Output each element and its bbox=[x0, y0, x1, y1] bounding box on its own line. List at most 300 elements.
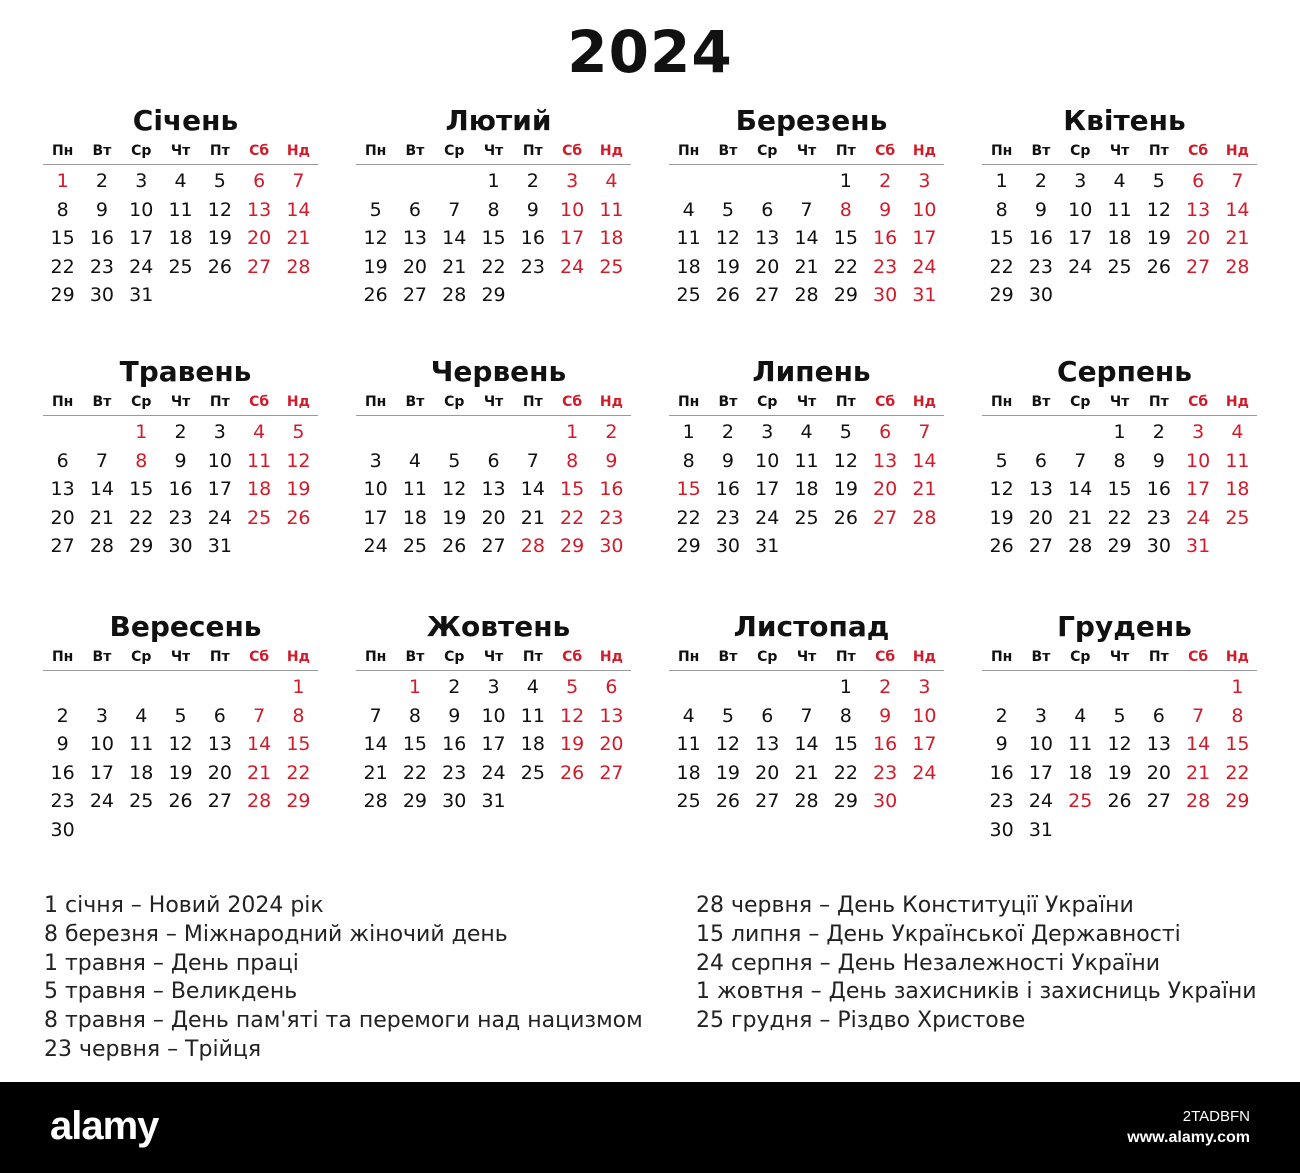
empty-cell bbox=[200, 673, 239, 702]
day-cell: 4 bbox=[408, 449, 421, 472]
day-cell: 8 bbox=[566, 449, 579, 472]
day-grid bbox=[669, 416, 944, 561]
weekday-label: Ср bbox=[131, 143, 152, 159]
day-cell: 5 bbox=[1113, 704, 1126, 727]
month-block bbox=[43, 355, 318, 561]
day-cell: 27 bbox=[1028, 535, 1054, 558]
day-cell: 7 bbox=[918, 421, 931, 443]
month-title: Травень bbox=[119, 355, 252, 388]
day-cell: 21 bbox=[89, 506, 115, 529]
day-cell: 16 bbox=[520, 227, 545, 250]
weekday-label: Вт bbox=[405, 143, 425, 159]
day-cell: 21 bbox=[286, 227, 311, 250]
day-grid bbox=[982, 416, 1257, 561]
day-cell: 23 bbox=[599, 506, 624, 529]
day-cell: 24 bbox=[1186, 506, 1211, 529]
day-cell: 2 bbox=[1034, 170, 1047, 192]
day-cell: 1 bbox=[1113, 421, 1126, 443]
weekday-label: Чт bbox=[170, 143, 191, 159]
empty-cell bbox=[474, 418, 513, 447]
day-cell: 26 bbox=[715, 284, 741, 307]
day-cell: 7 bbox=[448, 198, 461, 221]
weekday-label: Чт bbox=[796, 394, 817, 410]
day-cell: 26 bbox=[442, 535, 467, 558]
weekday-label: Чт bbox=[1109, 143, 1130, 159]
day-cell: 26 bbox=[715, 790, 741, 813]
day-cell: 2 bbox=[879, 676, 892, 698]
month-title: Серпень bbox=[1057, 355, 1192, 388]
day-cell: 30 bbox=[989, 818, 1014, 841]
empty-cell bbox=[1021, 418, 1060, 447]
day-cell: 25 bbox=[129, 790, 154, 813]
day-cell: 31 bbox=[129, 284, 154, 307]
month-block bbox=[982, 610, 1257, 845]
weekday-label: Пт bbox=[1148, 649, 1169, 665]
month-title: Вересень bbox=[109, 610, 262, 643]
weekday-label: Ср bbox=[757, 143, 778, 159]
weekday-label: Пн bbox=[677, 394, 700, 410]
day-cell: 29 bbox=[560, 535, 585, 558]
weekday-label: Ср bbox=[1070, 649, 1091, 665]
day-cell: 10 bbox=[1028, 733, 1054, 756]
weekday-label: Ср bbox=[131, 649, 152, 665]
day-cell: 11 bbox=[599, 198, 624, 221]
empty-cell bbox=[43, 673, 82, 702]
day-cell: 9 bbox=[526, 198, 539, 221]
day-cell: 23 bbox=[50, 790, 75, 813]
day-cell: 17 bbox=[89, 761, 115, 784]
empty-cell bbox=[1100, 673, 1139, 702]
day-cell: 19 bbox=[168, 761, 193, 784]
day-cell: 9 bbox=[56, 733, 69, 756]
day-cell: 8 bbox=[408, 704, 421, 727]
day-cell: 2 bbox=[605, 421, 618, 443]
month-block bbox=[669, 610, 944, 816]
day-cell: 2 bbox=[174, 421, 187, 443]
weekday-label: Сб bbox=[1188, 394, 1209, 410]
weekday-header bbox=[356, 644, 631, 671]
day-cell: 16 bbox=[89, 227, 115, 250]
empty-cell bbox=[1061, 673, 1100, 702]
day-cell: 7 bbox=[1231, 170, 1244, 192]
weekday-header bbox=[669, 138, 944, 165]
weekday-label: Сб bbox=[1188, 143, 1209, 159]
day-cell: 5 bbox=[839, 421, 852, 443]
day-cell: 10 bbox=[207, 449, 232, 472]
weekday-label: Сб bbox=[562, 649, 583, 665]
day-cell: 7 bbox=[253, 704, 266, 727]
weekday-label: Пт bbox=[209, 649, 230, 665]
day-cell: 26 bbox=[168, 790, 193, 813]
day-cell: 17 bbox=[912, 733, 937, 756]
month-title: Грудень bbox=[1057, 610, 1192, 643]
weekday-label: Пт bbox=[835, 143, 856, 159]
weekday-label: Сб bbox=[875, 143, 896, 159]
day-cell: 20 bbox=[1186, 227, 1211, 250]
day-cell: 20 bbox=[247, 227, 272, 250]
day-cell: 22 bbox=[286, 761, 311, 784]
day-cell: 13 bbox=[50, 478, 75, 501]
day-cell: 18 bbox=[168, 227, 193, 250]
weekday-label: Вт bbox=[405, 394, 425, 410]
day-cell: 9 bbox=[605, 449, 618, 472]
weekday-label: Сб bbox=[1188, 649, 1209, 665]
empty-cell bbox=[708, 167, 747, 196]
day-cell: 29 bbox=[1225, 790, 1250, 813]
weekday-label: Нд bbox=[1225, 394, 1249, 410]
weekday-label: Пн bbox=[51, 394, 74, 410]
alamy-logo: alamy bbox=[50, 1104, 159, 1148]
day-cell: 28 bbox=[794, 790, 819, 813]
day-cell: 8 bbox=[995, 198, 1008, 221]
day-cell: 27 bbox=[599, 761, 624, 784]
day-cell: 12 bbox=[1146, 198, 1171, 221]
day-cell: 14 bbox=[89, 478, 115, 501]
empty-cell bbox=[708, 673, 747, 702]
empty-cell bbox=[982, 418, 1021, 447]
weekday-header bbox=[43, 644, 318, 671]
day-grid bbox=[982, 671, 1257, 845]
day-cell: 10 bbox=[363, 478, 388, 501]
day-cell: 3 bbox=[918, 676, 931, 698]
day-cell: 9 bbox=[174, 449, 187, 472]
day-cell: 4 bbox=[682, 704, 695, 727]
day-cell: 8 bbox=[1113, 449, 1126, 472]
day-cell: 6 bbox=[1152, 704, 1165, 727]
day-cell: 29 bbox=[833, 284, 858, 307]
day-cell: 22 bbox=[676, 506, 701, 529]
weekday-label: Пт bbox=[835, 394, 856, 410]
day-cell: 14 bbox=[442, 227, 467, 250]
weekday-label: Нд bbox=[599, 394, 623, 410]
day-cell: 27 bbox=[207, 790, 232, 813]
day-cell: 11 bbox=[168, 198, 193, 221]
day-cell: 24 bbox=[363, 535, 388, 558]
day-cell: 14 bbox=[794, 733, 819, 756]
day-cell: 12 bbox=[286, 449, 311, 472]
day-cell: 14 bbox=[1225, 198, 1250, 221]
day-grid bbox=[43, 671, 318, 845]
day-cell: 17 bbox=[207, 478, 232, 501]
day-cell: 1 bbox=[839, 170, 852, 192]
day-cell: 19 bbox=[207, 227, 232, 250]
day-cell: 11 bbox=[794, 449, 819, 472]
month-title: Листопад bbox=[733, 610, 890, 643]
weekday-label: Пн bbox=[364, 649, 387, 665]
day-cell: 11 bbox=[676, 227, 701, 250]
day-cell: 7 bbox=[95, 449, 108, 472]
day-cell: 27 bbox=[755, 790, 780, 813]
day-cell: 2 bbox=[1152, 421, 1165, 443]
day-cell: 11 bbox=[1225, 449, 1250, 472]
day-cell: 26 bbox=[286, 506, 311, 529]
day-cell: 30 bbox=[599, 535, 624, 558]
weekday-label: Нд bbox=[1225, 143, 1249, 159]
day-cell: 3 bbox=[1192, 421, 1205, 443]
day-cell: 25 bbox=[676, 790, 701, 813]
day-cell: 13 bbox=[207, 733, 232, 756]
day-cell: 5 bbox=[213, 170, 226, 192]
day-cell: 9 bbox=[879, 704, 892, 727]
weekday-label: Нд bbox=[912, 143, 936, 159]
day-grid bbox=[982, 165, 1257, 310]
empty-cell bbox=[669, 167, 708, 196]
day-cell: 28 bbox=[1068, 535, 1093, 558]
day-grid bbox=[669, 671, 944, 816]
day-cell: 4 bbox=[1231, 421, 1244, 443]
day-cell: 14 bbox=[1068, 478, 1093, 501]
day-cell: 1 bbox=[292, 676, 305, 698]
day-cell: 31 bbox=[1186, 535, 1211, 558]
day-cell: 6 bbox=[213, 704, 226, 727]
day-cell: 15 bbox=[1107, 478, 1132, 501]
day-cell: 31 bbox=[912, 284, 937, 307]
weekday-header bbox=[669, 644, 944, 671]
weekday-label: Пн bbox=[51, 143, 74, 159]
day-cell: 4 bbox=[174, 170, 187, 192]
weekday-label: Пн bbox=[990, 649, 1013, 665]
weekday-label: Пт bbox=[209, 394, 230, 410]
weekday-label: Чт bbox=[1109, 394, 1130, 410]
day-cell: 26 bbox=[833, 506, 858, 529]
day-cell: 12 bbox=[1107, 733, 1132, 756]
weekday-label: Нд bbox=[599, 143, 623, 159]
day-cell: 10 bbox=[89, 733, 115, 756]
day-cell: 19 bbox=[989, 506, 1014, 529]
weekday-label: Вт bbox=[1031, 649, 1051, 665]
day-cell: 12 bbox=[989, 478, 1014, 501]
day-cell: 29 bbox=[833, 790, 858, 813]
weekday-label: Пн bbox=[677, 143, 700, 159]
day-cell: 8 bbox=[682, 449, 695, 472]
weekday-label: Вт bbox=[405, 649, 425, 665]
empty-cell bbox=[395, 418, 434, 447]
day-cell: 17 bbox=[755, 478, 780, 501]
day-cell: 21 bbox=[1186, 761, 1211, 784]
day-cell: 12 bbox=[560, 704, 585, 727]
day-cell: 21 bbox=[794, 761, 819, 784]
day-cell: 23 bbox=[873, 761, 898, 784]
day-cell: 5 bbox=[448, 449, 461, 472]
day-cell: 2 bbox=[526, 170, 539, 192]
day-cell: 19 bbox=[560, 733, 585, 756]
day-cell: 25 bbox=[1107, 255, 1132, 278]
day-cell: 15 bbox=[129, 478, 154, 501]
day-cell: 15 bbox=[1225, 733, 1250, 756]
day-cell: 1 bbox=[408, 676, 421, 698]
empty-cell bbox=[356, 673, 395, 702]
empty-cell bbox=[43, 418, 82, 447]
day-grid bbox=[669, 165, 944, 310]
weekday-header bbox=[982, 138, 1257, 165]
day-cell: 13 bbox=[1146, 733, 1171, 756]
empty-cell bbox=[435, 418, 474, 447]
holidays-list-left bbox=[44, 892, 643, 1065]
day-cell: 23 bbox=[520, 255, 545, 278]
day-cell: 19 bbox=[286, 478, 311, 501]
footer-bar bbox=[0, 1082, 1300, 1173]
day-cell: 22 bbox=[129, 506, 154, 529]
day-cell: 2 bbox=[95, 170, 108, 192]
day-cell: 29 bbox=[676, 535, 701, 558]
day-cell: 25 bbox=[676, 284, 701, 307]
day-cell: 30 bbox=[1146, 535, 1171, 558]
holiday-item: 15 липня – День Української Державності bbox=[696, 921, 1181, 947]
day-cell: 24 bbox=[481, 761, 506, 784]
day-cell: 3 bbox=[1074, 170, 1087, 192]
day-cell: 24 bbox=[1068, 255, 1093, 278]
day-cell: 10 bbox=[129, 198, 154, 221]
month-title: Липень bbox=[752, 355, 871, 388]
weekday-label: Вт bbox=[718, 394, 738, 410]
weekday-label: Пн bbox=[990, 394, 1013, 410]
day-cell: 29 bbox=[286, 790, 311, 813]
day-cell: 17 bbox=[1068, 227, 1093, 250]
day-cell: 1 bbox=[1231, 676, 1244, 698]
day-cell: 16 bbox=[442, 733, 467, 756]
day-cell: 11 bbox=[1107, 198, 1132, 221]
day-cell: 22 bbox=[1225, 761, 1250, 784]
day-cell: 6 bbox=[879, 421, 892, 443]
day-cell: 22 bbox=[402, 761, 428, 784]
day-cell: 15 bbox=[989, 227, 1014, 250]
day-cell: 3 bbox=[566, 170, 579, 192]
weekday-header bbox=[43, 389, 318, 416]
image-id: 2TADBFN bbox=[1182, 1108, 1250, 1125]
day-cell: 28 bbox=[286, 255, 311, 278]
day-cell: 28 bbox=[912, 506, 937, 529]
weekday-label: Нд bbox=[1225, 649, 1249, 665]
weekday-label: Пн bbox=[364, 394, 387, 410]
day-cell: 28 bbox=[1186, 790, 1211, 813]
day-cell: 28 bbox=[794, 284, 819, 307]
empty-cell bbox=[356, 418, 395, 447]
day-cell: 16 bbox=[989, 761, 1014, 784]
year-title: 2024 bbox=[567, 18, 733, 86]
day-cell: 17 bbox=[481, 733, 506, 756]
day-cell: 21 bbox=[1225, 227, 1250, 250]
weekday-label: Нд bbox=[286, 649, 310, 665]
day-cell: 26 bbox=[207, 255, 232, 278]
day-cell: 21 bbox=[912, 478, 937, 501]
day-cell: 4 bbox=[135, 704, 148, 727]
empty-cell bbox=[239, 673, 278, 702]
day-cell: 25 bbox=[1225, 506, 1250, 529]
day-cell: 10 bbox=[1068, 198, 1093, 221]
day-cell: 20 bbox=[873, 478, 898, 501]
day-cell: 6 bbox=[605, 676, 618, 698]
weekday-label: Пт bbox=[522, 649, 543, 665]
holiday-item: 25 грудня – Різдво Христове bbox=[696, 1008, 1026, 1034]
day-cell: 20 bbox=[1028, 506, 1054, 529]
weekday-label: Сб bbox=[249, 394, 270, 410]
weekday-header bbox=[43, 138, 318, 165]
weekday-label: Чт bbox=[483, 143, 504, 159]
day-cell: 1 bbox=[135, 421, 148, 443]
day-cell: 6 bbox=[1034, 449, 1047, 472]
day-cell: 15 bbox=[676, 478, 701, 501]
weekday-label: Пт bbox=[835, 649, 856, 665]
weekday-label: Чт bbox=[483, 649, 504, 665]
day-cell: 26 bbox=[1107, 790, 1132, 813]
month-block bbox=[356, 104, 631, 310]
holiday-item: 8 травня – День пам'яті та перемоги над нацизмом bbox=[44, 1008, 643, 1034]
day-cell: 19 bbox=[833, 478, 858, 501]
day-cell: 31 bbox=[481, 790, 506, 813]
day-cell: 1 bbox=[682, 421, 695, 443]
day-cell: 23 bbox=[873, 255, 898, 278]
day-grid bbox=[356, 416, 631, 561]
day-cell: 17 bbox=[912, 227, 937, 250]
weekday-label: Пн bbox=[364, 143, 387, 159]
month-block bbox=[356, 355, 631, 561]
day-cell: 1 bbox=[839, 676, 852, 698]
day-cell: 3 bbox=[135, 170, 148, 192]
weekday-label: Ср bbox=[444, 394, 465, 410]
weekday-label: Сб bbox=[562, 143, 583, 159]
day-cell: 14 bbox=[286, 198, 311, 221]
weekday-label: Вт bbox=[92, 143, 112, 159]
weekday-label: Ср bbox=[757, 394, 778, 410]
day-cell: 30 bbox=[715, 535, 741, 558]
day-cell: 4 bbox=[800, 421, 813, 443]
weekday-label: Нд bbox=[286, 394, 310, 410]
day-cell: 30 bbox=[873, 790, 898, 813]
holiday-item: 8 березня – Міжнародний жіночий день bbox=[44, 921, 508, 947]
day-cell: 17 bbox=[1028, 761, 1054, 784]
day-cell: 30 bbox=[442, 790, 467, 813]
day-cell: 18 bbox=[676, 761, 701, 784]
weekday-label: Вт bbox=[1031, 394, 1051, 410]
holiday-item: 24 серпня – День Незалежності України bbox=[696, 950, 1161, 976]
day-cell: 22 bbox=[989, 255, 1014, 278]
day-cell: 4 bbox=[253, 421, 266, 443]
day-cell: 24 bbox=[207, 506, 232, 529]
weekday-label: Пт bbox=[522, 394, 543, 410]
day-cell: 29 bbox=[989, 284, 1014, 307]
day-cell: 15 bbox=[833, 227, 858, 250]
day-cell: 24 bbox=[755, 506, 780, 529]
day-cell: 15 bbox=[50, 227, 75, 250]
weekday-label: Пт bbox=[1148, 143, 1169, 159]
day-cell: 27 bbox=[50, 535, 75, 558]
day-cell: 11 bbox=[129, 733, 154, 756]
day-cell: 4 bbox=[605, 170, 618, 192]
day-cell: 21 bbox=[794, 255, 819, 278]
day-cell: 9 bbox=[1034, 198, 1047, 221]
day-cell: 8 bbox=[839, 198, 852, 221]
weekday-label: Пн bbox=[51, 649, 74, 665]
month-block bbox=[669, 104, 944, 310]
day-cell: 11 bbox=[520, 704, 545, 727]
weekday-label: Пт bbox=[522, 143, 543, 159]
day-cell: 18 bbox=[1107, 227, 1132, 250]
day-cell: 7 bbox=[1074, 449, 1087, 472]
day-cell: 15 bbox=[560, 478, 585, 501]
day-cell: 19 bbox=[715, 761, 741, 784]
day-cell: 22 bbox=[560, 506, 585, 529]
day-cell: 8 bbox=[839, 704, 852, 727]
day-grid bbox=[43, 165, 318, 310]
day-cell: 18 bbox=[247, 478, 272, 501]
day-cell: 5 bbox=[1152, 170, 1165, 192]
day-cell: 22 bbox=[833, 761, 858, 784]
day-cell: 30 bbox=[873, 284, 898, 307]
day-cell: 15 bbox=[833, 733, 858, 756]
day-cell: 5 bbox=[292, 421, 305, 443]
day-cell: 20 bbox=[599, 733, 624, 756]
month-title: Січень bbox=[132, 104, 239, 137]
